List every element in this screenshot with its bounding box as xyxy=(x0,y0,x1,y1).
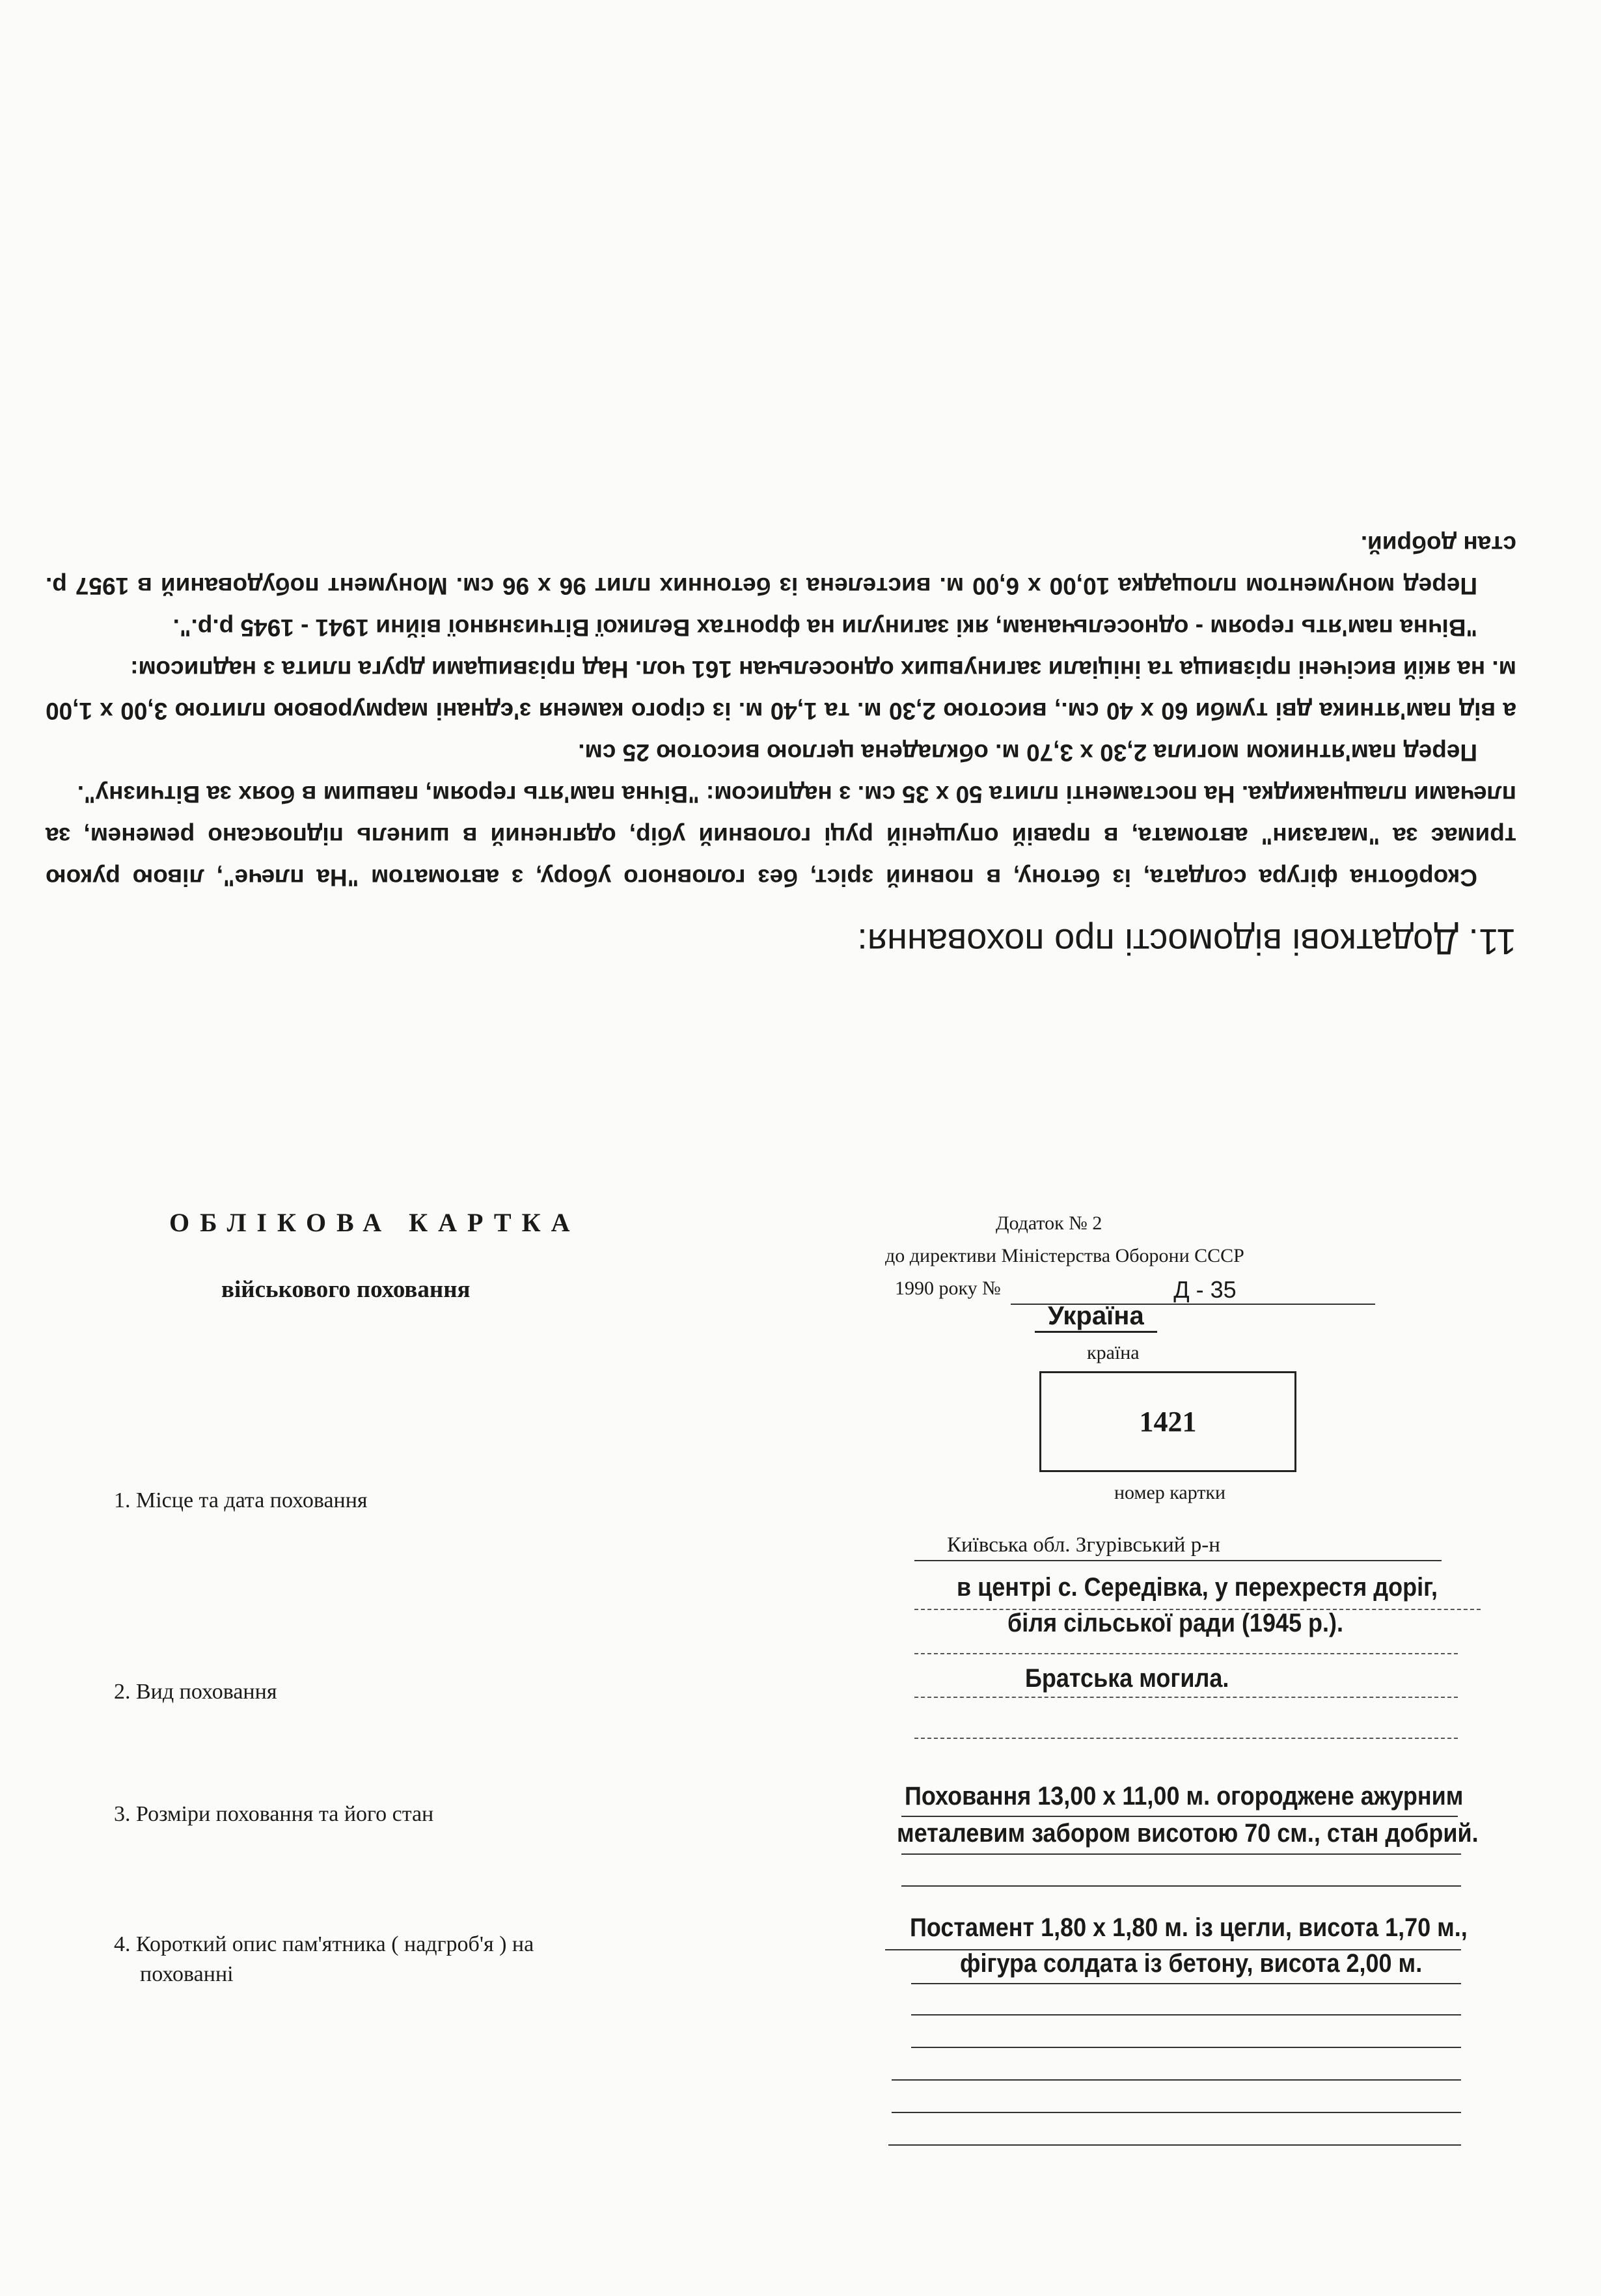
reverse-paragraph: Скорботна фігура солдата, із бетону, в повний зріст, без головного убору, з автоматом "На плече", лівою рукою тримає за "магазин" автомата, в правій опущеній руці головний убір, одягнений в шинель підпоясано ременем, за плечами плащнакидка. На постаменті плита 50 х 35 см. з надписом: "Вічна пам'ять героям, павшим в боях за Вітчизну". xyxy=(46,781,1516,891)
answer-line xyxy=(892,2112,1461,2113)
item-type-label: 2. Вид поховання xyxy=(114,1680,277,1704)
size-line2: металевим забором висотою 70 см., стан добрий. xyxy=(897,1819,1479,1848)
appendix-year: 1990 року № xyxy=(895,1278,1001,1299)
answer-line xyxy=(901,1853,1461,1855)
appendix-line2: до директиви Міністерства Оборони СССР xyxy=(885,1245,1244,1266)
reverse-paragraph: а від пам'ятника дві тумби 60 х 40 см., висотою 2,30 м. та 1,40 м. із сірого каменя з'єднані мармуровою плитою 3,00 х 1,00 м. на якій висічені прізвища та ініціали загинувших односельчан 161 чол. Над прізвищами друга плита з надписом: xyxy=(46,656,1516,724)
reverse-heading: 11. Додаткові відомості про поховання: xyxy=(857,922,1516,963)
item-monument-label-line2: похованні xyxy=(140,1962,234,1986)
reverse-paragraph: "Вічна пам'ять героям - односельчанам, які загинули на фронтах Великої Вітчизняної війни 1941 - 1945 р.р.". xyxy=(172,614,1477,641)
item-size-label: 3. Розміри поховання та його стан xyxy=(114,1802,434,1826)
size-line1: Поховання 13,00 х 11,00 м. огороджене ажурним xyxy=(905,1782,1464,1811)
card-number-box xyxy=(1039,1371,1296,1472)
appendix-line3 xyxy=(895,1272,1432,1305)
answer-line xyxy=(914,1697,1458,1698)
monument-line2: фігура солдата із бетону, висота 2,00 м. xyxy=(960,1949,1423,1978)
reverse-paragraph: Перед пам'ятником могила 2,30 х 3,70 м. обкладена цеглою висотою 25 см. xyxy=(578,739,1477,766)
answer-line xyxy=(892,2079,1461,2081)
appendix-block xyxy=(885,1207,1432,1305)
country-label: країна xyxy=(1087,1342,1140,1363)
reverse-paragraph: Перед монументом площадка 10,00 х 6,00 м. вистелена із бетонних плит 96 х 96 см. Монумент побудований в 1957 р. стан добрий. xyxy=(46,531,1516,599)
answer-line xyxy=(901,1885,1461,1887)
answer-line xyxy=(914,1560,1442,1561)
item-place-label: 1. Місце та дата поховання xyxy=(114,1488,368,1512)
item-monument-label-line1: 4. Короткий опис пам'ятника ( надгроб'я ) на xyxy=(114,1932,534,1956)
place-line2: в центрі с. Середівка, у перехрестя доріг, xyxy=(957,1573,1438,1602)
card-number: 1421 xyxy=(1139,1406,1197,1438)
appendix-code: Д - 35 xyxy=(1173,1276,1237,1303)
answer-line xyxy=(911,1983,1461,1984)
card-title: ОБЛІКОВА КАРТКА xyxy=(169,1208,581,1237)
answer-line xyxy=(901,1816,1458,1817)
place-line1: Київська обл. Згурівський р-н xyxy=(947,1533,1220,1557)
monument-line1: Постамент 1,80 х 1,80 м. із цегли, висота 1,70 м., xyxy=(910,1913,1468,1942)
item-monument-label xyxy=(114,1930,700,1989)
answer-line xyxy=(911,2014,1461,2016)
card-number-label: номер картки xyxy=(1114,1482,1226,1503)
reverse-body xyxy=(46,523,1516,898)
place-line3: біля сільської ради (1945 р.). xyxy=(1007,1609,1344,1637)
appendix-line1: Додаток № 2 xyxy=(996,1212,1102,1234)
country-value: Україна xyxy=(1035,1302,1157,1333)
answer-line xyxy=(911,2047,1461,2048)
answer-line xyxy=(888,2144,1461,2146)
answer-line xyxy=(914,1653,1458,1654)
burial-type: Братська могила. xyxy=(1025,1664,1229,1693)
card-subtitle: військового поховання xyxy=(221,1276,471,1303)
reverse-side-text xyxy=(26,403,1542,989)
answer-line xyxy=(914,1738,1458,1739)
